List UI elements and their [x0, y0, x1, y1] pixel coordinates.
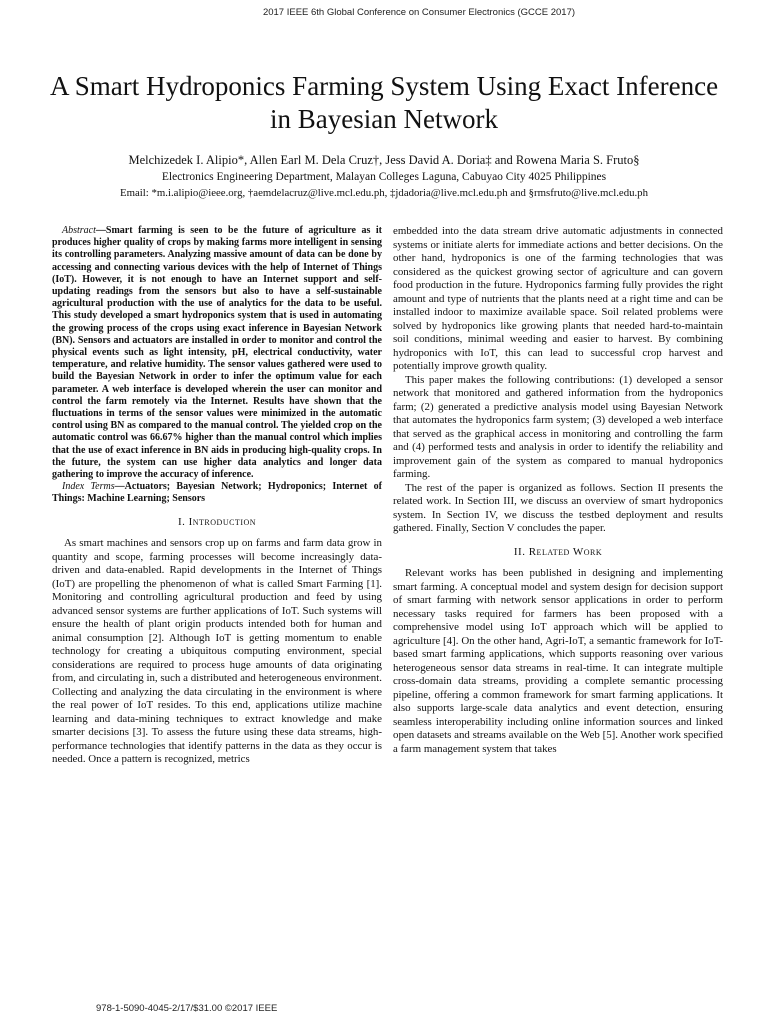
intro-paragraph-1: As smart machines and sensors crop up on farms and farm data grow in quantity and scope, farming processes will become increasingly data-driven and data-enabled. Rapid developments in the Internet of Things (IoT) are propelling the phenomenon of what is called Smart Farming [1]. Monitoring and controlling agricultural production and feed by using advanced sensor systems are further applications of IoT. Such systems will ensure the health of plant origin products intended both for human and animal consumption [2]. Although IoT is getting momentum to enable technology for creating a ubiquitous computing environment, special considerations are required to process huge amounts of data originating from, and circulating in, such a distributed and heterogeneous environment. Collecting and analyzing the data circulating in the environment is where the real power of IoT resides. To this end, applications utilize machine learning and data-mining techniques to extract knowledge and make smarter decisions [3]. To assess the future using these data streams, high-performance technologies that identify patterns in the data as they occur is needed. Once a pattern is recognized, metrics: [52, 537, 382, 766]
section-heading-related-work: II. Related Work: [513, 545, 603, 558]
copyright-footer: 978-1-5090-4045-2/17/$31.00 ©2017 IEEE: [96, 1003, 278, 1014]
paper-emails: Email: *m.i.alipio@ieee.org, †aemdelacruz@live.mcl.edu.ph, ‡jdadoria@live.mcl.edu.ph and §rmsfruto@live.mcl.edu.ph: [120, 187, 648, 199]
index-terms-lead: Index Terms: [62, 481, 115, 493]
index-terms-text: —Actuators; Bayesian Network; Hydroponics; Internet of Things: Machine Learning; Sensors: [52, 481, 382, 505]
abstract-text: —Smart farming is seen to be the future of agriculture as it produces higher quality of crops by making farms more intelligent in sensing its controlling parameters. Analyzing massive amount of data can be done by accessing and connecting various devices with the help of Internet of Things (IoT). However, it is not enough to have an Internet support and self-updating readings from the sensors but also to have a self-sustainable agricultural production with the use of analytics for the data to be useful. This study developed a smart hydroponics system that is used in automating the growing process of the crops using exact inference in Bayesian Network (BN). Sensors and actuators are installed in order to monitor and control the physical events such as light intensity, pH, electrical conductivity, water temperature, and relative humidity. The sensor values gathered were used to build the Bayesian Network in order to infer the optimum value for each parameter. A web interface is developed wherein the user can monitor and control the farm remotely via the Internet. Results have shown that the fluctuations in terms of the sensor values were minimized in the automatic control using BN as compared to the manual control. The yielded crop on the automatic control was 66.67% higher than the manual control which implies that the use of exact inference in BN aids in producing high-quality crops. In the future, the system can use higher data analytics and longer data gathering to improve the accuracy of inference.: [52, 225, 382, 481]
related-paragraph-1: Relevant works has been published in designing and implementing smart farming. A conceptual model and system design for decision support of smart farming with network sensor applications in order to perform necessary tasks required for farmers has been proposed with a comprehensive model using IoT approach which will be applied to agriculture [4]. On the other hand, Agri-IoT, a semantic framework for IoT-based smart farming applications, which supports reasoning over various heterogeneous sensor data streams in real-time. It can integrate multiple cross-domain data streams, providing a complete semantic processing pipeline, offering a common framework for smart farming applications. It also supports large-scale data analytics and event detection, ensuring seamless interoperability including online information sources and linked open datasets and streams available on the Web [5]. Another work specified a farm management system that takes: [393, 567, 723, 755]
abstract-lead: Abstract: [62, 225, 96, 236]
abstract: [52, 225, 382, 481]
right-column: [393, 225, 723, 756]
section-heading-introduction: I. Introduction: [177, 515, 257, 528]
index-terms: [52, 481, 382, 505]
paper-authors: Melchizedek I. Alipio*, Allen Earl M. Dela Cruz†, Jess David A. Doria‡ and Rowena Maria S. Fruto§: [128, 153, 640, 167]
left-column: [52, 225, 382, 767]
paper-affiliation: Electronics Engineering Department, Malayan Colleges Laguna, Cabuyao City 4025 Philippines: [161, 171, 607, 183]
conference-header: 2017 IEEE 6th Global Conference on Consumer Electronics (GCCE 2017): [262, 7, 576, 18]
intro-paragraph-2: This paper makes the following contributions: (1) developed a sensor network that monitored and gathered information from the hydroponics farm; (2) generated a predictive analysis model using Bayesian Network that automates the hydroponics farm system; (3) developed a web interface that served as the graphical access in monitoring and controlling the farm and (4) performed tests and analysis in order to identify the reliability and improvement gain of the system as compared to manual hydroponics farming.: [393, 373, 723, 480]
paper-title: A Smart Hydroponics Farming System Using Exact Inference in Bayesian Network: [49, 71, 719, 134]
intro-paragraph-3: The rest of the paper is organized as follows. Section II presents the related work. In Section III, we discuss an overview of smart hydroponics system. In Section IV, we discuss the testbed deployment and results gathered. Finally, Section V concludes the paper.: [393, 481, 723, 534]
intro-paragraph-1-continued: embedded into the data stream drive automatic adjustments in connected systems or initiate alerts for immediate actions and better decisions. On the other hand, hydroponics is one of the farming technologies that was considered as the quickest growing sector of agriculture and can govern food production in the future. Hydroponics farming fully provides the right amount and type of nutrients that the plants need at a right time and can be installed indoor to maximize available space. Soil related problems were solved by hydroponics like growing plants that needed hard-to-maintain soil conditions, minimal weeding and easier to harvest. By combining hydroponics with IoT, this can lead to successful crop harvest and potentially improve growth quality.: [393, 225, 723, 372]
